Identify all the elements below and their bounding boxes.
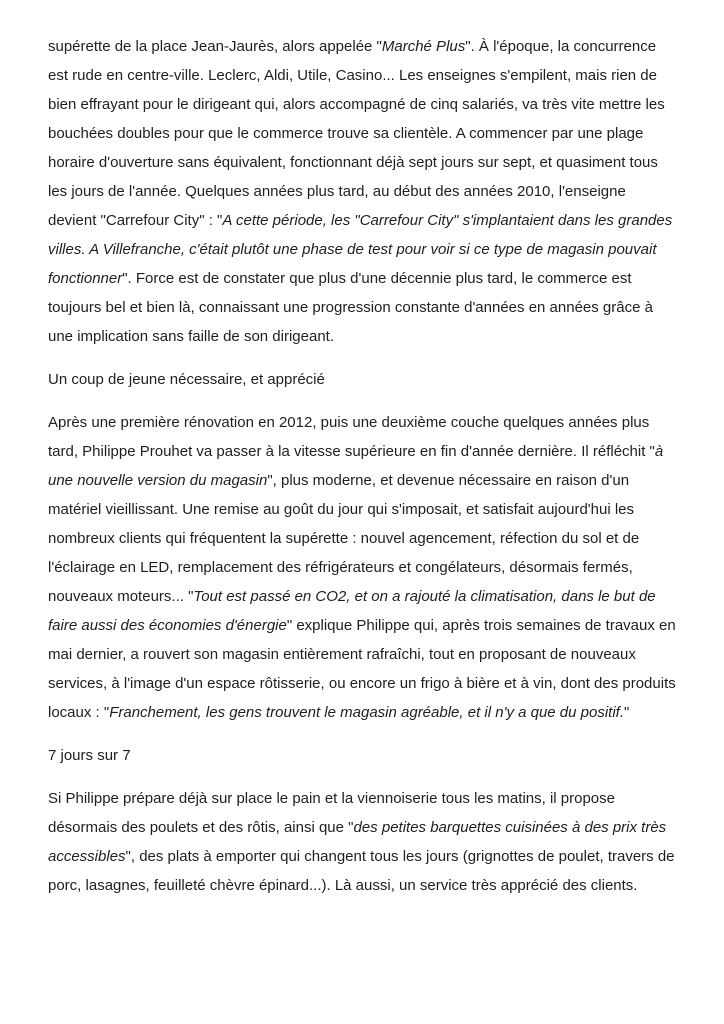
article-body (48, 32, 678, 914)
quote-text: Tout est passé en CO2, et on a rajouté la climatisation, dans le but de faire aussi des économies d'énergie (48, 588, 656, 634)
quote-text: des petites barquettes cuisinées à des prix très accessibles (48, 819, 667, 865)
body-text: " (624, 704, 630, 721)
body-text: supérette de la place Jean-Jaurès, alors appelée " (48, 38, 382, 55)
body-text: " explique Philippe qui, après trois semaines de travaux en mai dernier, a rouvert son magasin entièrement rafraîchi, tout en proposant de nouveaux services, à l'image d'un espace rôtisserie, ou encore un frigo à bière et à vin, dont des produits locaux : " (48, 617, 676, 721)
quote-text: Marché Plus (381, 38, 466, 55)
section-heading-renovation: Un coup de jeune nécessaire, et apprécié (48, 371, 325, 388)
body-text: ". Force est de constater que plus d'une décennie plus tard, le commerce est toujours bel et bien là, connaissant une progression constante d'années en années grâce à une implication sans faille de son dirigeant. (48, 270, 653, 345)
body-text: ", plus moderne, et devenue nécessaire en raison d'un matériel vieillissant. Une remise au goût du jour qui s'imposait, et satisfait aujourd'hui les nombreux clients qui fréquentent la supérette : nouvel agencement, réfection du sol et de l'éclairage en LED, remplacement des réfrigérateurs et congélateurs, désormais fermés, nouveaux moteurs... " (48, 472, 640, 605)
quote-text: A cette période, les "Carrefour City" s'implantaient dans les grandes villes. A Villefranche, c'était plutôt une phase de test pour voir si ce type de magasin pouvait fonctionner (48, 212, 673, 287)
body-text: ", des plats à emporter qui changent tous les jours (grignottes de poulet, travers de porc, lasagnes, feuilleté chèvre épinard...). Là aussi, un service très apprécié des clients. (48, 848, 675, 894)
quote-text: à une nouvelle version du magasin (48, 443, 664, 489)
paragraph-intro (48, 32, 678, 351)
paragraph-services (48, 784, 678, 900)
quote-text: Franchement, les gens trouvent le magasin agréable, et il n'y a que du positif. (109, 704, 625, 721)
paragraph-renovation (48, 408, 678, 727)
body-text: Après une première rénovation en 2012, puis une deuxième couche quelques années plus tard, Philippe Prouhet va passer à la vitesse supérieure en fin d'année dernière. Il réfléchit " (48, 414, 655, 460)
body-text: Si Philippe prépare déjà sur place le pain et la viennoiserie tous les matins, il propose désormais des poulets et des rôtis, ainsi que " (48, 790, 615, 836)
body-text: ". À l'époque, la concurrence est rude en centre-ville. Leclerc, Aldi, Utile, Casino... Les enseignes s'empilent, mais rien de bien effrayant pour le dirigeant qui, alors accompagné de cinq salariés, va très vite mettre les bouchées doubles pour que le commerce trouve sa clientèle. A commencer par une plage horaire d'ouverture sans équivalent, fonctionnant déjà sept jours sur sept, et quasiment tous les jours de l'année. Quelques années plus tard, au début des années 2010, l'enseigne devient "Carrefour City" : " (48, 38, 665, 229)
section-heading-seven-days: 7 jours sur 7 (48, 747, 131, 764)
